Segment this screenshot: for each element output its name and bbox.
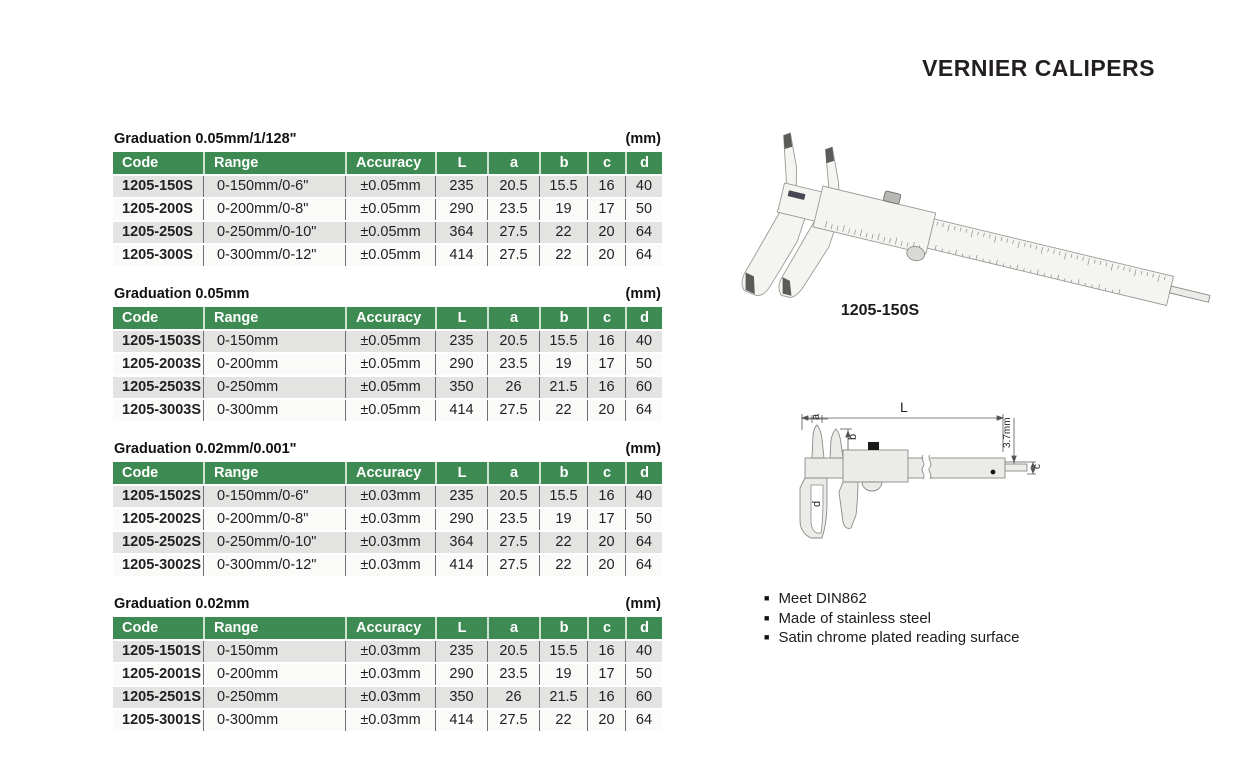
table-cell: 0-250mm/0-10" xyxy=(203,222,345,243)
table-cell: 16 xyxy=(587,687,625,708)
header-cell: b xyxy=(539,307,587,329)
table-cell: 27.5 xyxy=(487,710,539,731)
table-cell: ±0.03mm xyxy=(345,687,435,708)
table-cell: 19 xyxy=(539,509,587,530)
table-cell: 17 xyxy=(587,509,625,530)
table-cell: 235 xyxy=(435,331,487,352)
table-header-row xyxy=(113,307,662,329)
table-cell: ±0.03mm xyxy=(345,710,435,731)
table-cell: 23.5 xyxy=(487,664,539,685)
table-cell: 15.5 xyxy=(539,486,587,507)
table-cell: 27.5 xyxy=(487,555,539,576)
table-cell: 414 xyxy=(435,710,487,731)
table-row xyxy=(113,555,662,576)
table-row xyxy=(113,687,662,708)
table-cell: 0-250mm/0-10" xyxy=(203,532,345,553)
table-cell: 0-200mm/0-8" xyxy=(203,509,345,530)
header-cell: b xyxy=(539,462,587,484)
table-cell: 414 xyxy=(435,400,487,421)
table-cell: 17 xyxy=(587,664,625,685)
table-cell: 40 xyxy=(625,641,662,662)
table-cell: 50 xyxy=(625,354,662,375)
slider xyxy=(813,186,936,254)
table-cell: ±0.03mm xyxy=(345,555,435,576)
table-cell: 64 xyxy=(625,710,662,731)
code-cell: 1205-3001S xyxy=(113,710,203,731)
graduation-caption: Graduation 0.05mm xyxy=(114,286,250,302)
feature-list xyxy=(764,590,1094,649)
bullet-square-icon: ■ xyxy=(764,593,770,603)
header-cell: d xyxy=(625,617,662,639)
table-cell: 290 xyxy=(435,199,487,220)
table-cell: ±0.03mm xyxy=(345,532,435,553)
table-cell: 64 xyxy=(625,245,662,266)
table-cell: 235 xyxy=(435,176,487,197)
table-row xyxy=(113,377,662,398)
drawing-lock-knob xyxy=(868,442,879,450)
table-cell: 0-150mm xyxy=(203,641,345,662)
table-caption-row xyxy=(114,441,661,457)
graduation-caption: Graduation 0.05mm/1/128" xyxy=(114,131,297,147)
drawing-thumb-roller xyxy=(862,482,882,491)
header-cell: Code xyxy=(113,462,203,484)
unit-label: (mm) xyxy=(625,596,661,612)
table-cell: 0-300mm xyxy=(203,710,345,731)
table-cell: 20 xyxy=(587,245,625,266)
table-row xyxy=(113,532,662,553)
table-row xyxy=(113,199,662,220)
header-cell: Code xyxy=(113,152,203,174)
code-cell: 1205-150S xyxy=(113,176,203,197)
table-cell: 16 xyxy=(587,377,625,398)
table-cell: 16 xyxy=(587,176,625,197)
graduation-caption: Graduation 0.02mm/0.001" xyxy=(114,441,297,457)
code-cell: 1205-2502S xyxy=(113,532,203,553)
feature-text: Made of stainless steel xyxy=(778,609,932,627)
header-cell: c xyxy=(587,617,625,639)
table-cell: 27.5 xyxy=(487,222,539,243)
table-cell: ±0.03mm xyxy=(345,664,435,685)
header-cell: Range xyxy=(203,462,345,484)
table-cell: 0-300mm/0-12" xyxy=(203,555,345,576)
spec-table xyxy=(113,460,662,578)
unit-label: (mm) xyxy=(625,286,661,302)
bullet-square-icon: ■ xyxy=(764,632,770,642)
drawing-movable-lower-jaw xyxy=(839,482,858,528)
table-caption-row xyxy=(114,286,661,302)
table-cell: ±0.05mm xyxy=(345,331,435,352)
table-cell: 23.5 xyxy=(487,199,539,220)
header-cell: d xyxy=(625,152,662,174)
table-cell: ±0.03mm xyxy=(345,486,435,507)
table-cell: 19 xyxy=(539,199,587,220)
product-photo xyxy=(728,130,1233,310)
table-cell: ±0.05mm xyxy=(345,199,435,220)
table-row xyxy=(113,710,662,731)
table-cell: ±0.05mm xyxy=(345,354,435,375)
table-cell: 17 xyxy=(587,199,625,220)
table-cell: 364 xyxy=(435,532,487,553)
table-cell: 15.5 xyxy=(539,176,587,197)
table-cell: 22 xyxy=(539,222,587,243)
header-cell: c xyxy=(587,152,625,174)
table-header-row xyxy=(113,152,662,174)
table-cell: 0-300mm/0-12" xyxy=(203,245,345,266)
header-cell: L xyxy=(435,462,487,484)
table-cell: 0-250mm xyxy=(203,377,345,398)
table-cell: 235 xyxy=(435,641,487,662)
header-cell: d xyxy=(625,307,662,329)
table-cell: 20 xyxy=(587,400,625,421)
header-cell: b xyxy=(539,152,587,174)
spec-table xyxy=(113,150,662,268)
code-cell: 1205-3003S xyxy=(113,400,203,421)
header-cell: L xyxy=(435,152,487,174)
feature-text: Meet DIN862 xyxy=(778,590,867,607)
table-cell: 20.5 xyxy=(487,176,539,197)
table-cell: 290 xyxy=(435,664,487,685)
header-cell: Range xyxy=(203,307,345,329)
table-row xyxy=(113,331,662,352)
code-cell: 1205-250S xyxy=(113,222,203,243)
table-cell: 20 xyxy=(587,555,625,576)
table-cell: 22 xyxy=(539,400,587,421)
unit-label: (mm) xyxy=(625,131,661,147)
dim-label-d: d xyxy=(811,500,823,507)
table-cell: ±0.05mm xyxy=(345,245,435,266)
table-cell: 26 xyxy=(487,687,539,708)
table-cell: 20 xyxy=(587,710,625,731)
code-cell: 1205-1501S xyxy=(113,641,203,662)
table-cell: 50 xyxy=(625,509,662,530)
table-row xyxy=(113,354,662,375)
table-cell: 64 xyxy=(625,222,662,243)
header-cell: a xyxy=(487,307,539,329)
table-cell: ±0.05mm xyxy=(345,377,435,398)
table-cell: 60 xyxy=(625,687,662,708)
table-cell: 22 xyxy=(539,245,587,266)
header-cell: L xyxy=(435,307,487,329)
code-cell: 1205-1502S xyxy=(113,486,203,507)
table-cell: 27.5 xyxy=(487,400,539,421)
table-cell: 0-150mm/0-6" xyxy=(203,176,345,197)
table-caption-row xyxy=(114,131,661,147)
header-cell: a xyxy=(487,462,539,484)
table-cell: 15.5 xyxy=(539,331,587,352)
table-header-row xyxy=(113,617,662,639)
header-cell: d xyxy=(625,462,662,484)
drawing-fixed-upper-jaw xyxy=(812,425,824,458)
header-cell: Accuracy xyxy=(345,307,435,329)
spec-table-group xyxy=(113,131,662,268)
depth-rod xyxy=(1170,286,1211,302)
table-cell: 27.5 xyxy=(487,245,539,266)
header-cell: Accuracy xyxy=(345,617,435,639)
table-cell: 350 xyxy=(435,377,487,398)
table-cell: ±0.03mm xyxy=(345,509,435,530)
table-cell: 20.5 xyxy=(487,641,539,662)
table-cell: 20.5 xyxy=(487,331,539,352)
table-cell: 0-200mm/0-8" xyxy=(203,199,345,220)
table-cell: 60 xyxy=(625,377,662,398)
code-cell: 1205-2001S xyxy=(113,664,203,685)
table-cell: 0-200mm xyxy=(203,354,345,375)
table-cell: 235 xyxy=(435,486,487,507)
header-cell: a xyxy=(487,152,539,174)
table-cell: 40 xyxy=(625,486,662,507)
header-cell: Range xyxy=(203,617,345,639)
table-cell: 23.5 xyxy=(487,354,539,375)
header-cell: L xyxy=(435,617,487,639)
table-cell: 16 xyxy=(587,486,625,507)
table-cell: ±0.05mm xyxy=(345,400,435,421)
table-cell: 20 xyxy=(587,532,625,553)
spec-table-group xyxy=(113,286,662,423)
table-row xyxy=(113,664,662,685)
table-cell: 0-250mm xyxy=(203,687,345,708)
dim-label-c: c xyxy=(1032,464,1043,469)
bullet-square-icon: ■ xyxy=(764,612,770,623)
header-cell: Range xyxy=(203,152,345,174)
product-code-label: 1205-150S xyxy=(840,302,920,319)
table-cell: ±0.03mm xyxy=(345,641,435,662)
feature-item xyxy=(764,610,1094,630)
table-cell: 27.5 xyxy=(487,532,539,553)
table-cell: 16 xyxy=(587,331,625,352)
code-cell: 1205-2002S xyxy=(113,509,203,530)
header-cell: c xyxy=(587,462,625,484)
dim-label-L: L xyxy=(900,399,908,415)
table-cell: 0-150mm xyxy=(203,331,345,352)
table-cell: 19 xyxy=(539,664,587,685)
table-row xyxy=(113,245,662,266)
spec-table xyxy=(113,615,662,733)
table-cell: 20 xyxy=(587,222,625,243)
table-cell: 414 xyxy=(435,555,487,576)
spec-tables-section xyxy=(113,131,662,751)
caliper-photo-illustration xyxy=(728,130,1233,310)
header-cell: Accuracy xyxy=(345,462,435,484)
table-row xyxy=(113,176,662,197)
header-cell: b xyxy=(539,617,587,639)
table-cell: 22 xyxy=(539,532,587,553)
unit-label: (mm) xyxy=(625,441,661,457)
graduation-caption: Graduation 0.02mm xyxy=(114,596,250,612)
table-cell: ±0.05mm xyxy=(345,176,435,197)
table-cell: 290 xyxy=(435,354,487,375)
code-cell: 1205-200S xyxy=(113,199,203,220)
table-cell: 40 xyxy=(625,176,662,197)
table-row xyxy=(113,486,662,507)
header-cell: Code xyxy=(113,307,203,329)
table-cell: 290 xyxy=(435,509,487,530)
table-cell: 50 xyxy=(625,664,662,685)
header-cell: Code xyxy=(113,617,203,639)
table-cell: 40 xyxy=(625,331,662,352)
drawing-jaw-slot xyxy=(811,485,823,533)
feature-item xyxy=(764,629,1094,649)
drawing-depth-rod xyxy=(1005,464,1027,471)
table-cell: 0-300mm xyxy=(203,400,345,421)
table-cell: 21.5 xyxy=(539,687,587,708)
table-cell: 20.5 xyxy=(487,486,539,507)
header-cell: c xyxy=(587,307,625,329)
table-cell: 64 xyxy=(625,400,662,421)
code-cell: 1205-2003S xyxy=(113,354,203,375)
table-cell: 15.5 xyxy=(539,641,587,662)
table-row xyxy=(113,222,662,243)
table-cell: 0-150mm/0-6" xyxy=(203,486,345,507)
table-cell: 64 xyxy=(625,555,662,576)
table-cell: 21.5 xyxy=(539,377,587,398)
table-cell: 0-200mm xyxy=(203,664,345,685)
code-cell: 1205-1503S xyxy=(113,331,203,352)
table-cell: 23.5 xyxy=(487,509,539,530)
spec-table xyxy=(113,305,662,423)
table-cell: 414 xyxy=(435,245,487,266)
dim-label-rod: 3.7mm xyxy=(1002,417,1013,448)
dim-label-a: a xyxy=(810,413,822,420)
drawing-movable-upper-jaw xyxy=(830,429,843,458)
spec-table-group xyxy=(113,441,662,578)
table-cell: 50 xyxy=(625,199,662,220)
table-header-row xyxy=(113,462,662,484)
drawing-slider xyxy=(843,450,908,482)
code-cell: 1205-2503S xyxy=(113,377,203,398)
page-title: VERNIER CALIPERS xyxy=(922,55,1155,81)
table-cell: 350 xyxy=(435,687,487,708)
table-cell: 364 xyxy=(435,222,487,243)
table-cell: ±0.05mm xyxy=(345,222,435,243)
table-caption-row xyxy=(114,596,661,612)
rivet-dot xyxy=(991,470,996,475)
code-cell: 1205-3002S xyxy=(113,555,203,576)
dim-label-b: b xyxy=(847,433,859,440)
spec-table-group xyxy=(113,596,662,733)
table-row xyxy=(113,641,662,662)
table-cell: 64 xyxy=(625,532,662,553)
table-cell: 17 xyxy=(587,354,625,375)
table-cell: 26 xyxy=(487,377,539,398)
feature-text: Satin chrome plated reading surface xyxy=(778,629,1020,646)
table-cell: 22 xyxy=(539,555,587,576)
table-row xyxy=(113,509,662,530)
feature-item xyxy=(764,590,1094,610)
header-cell: Accuracy xyxy=(345,152,435,174)
table-cell: 22 xyxy=(539,710,587,731)
code-cell: 1205-300S xyxy=(113,245,203,266)
header-cell: a xyxy=(487,617,539,639)
dimension-drawing xyxy=(770,390,1050,555)
table-row xyxy=(113,400,662,421)
caliper-dimension-diagram xyxy=(770,390,1050,555)
table-cell: 19 xyxy=(539,354,587,375)
table-cell: 16 xyxy=(587,641,625,662)
code-cell: 1205-2501S xyxy=(113,687,203,708)
